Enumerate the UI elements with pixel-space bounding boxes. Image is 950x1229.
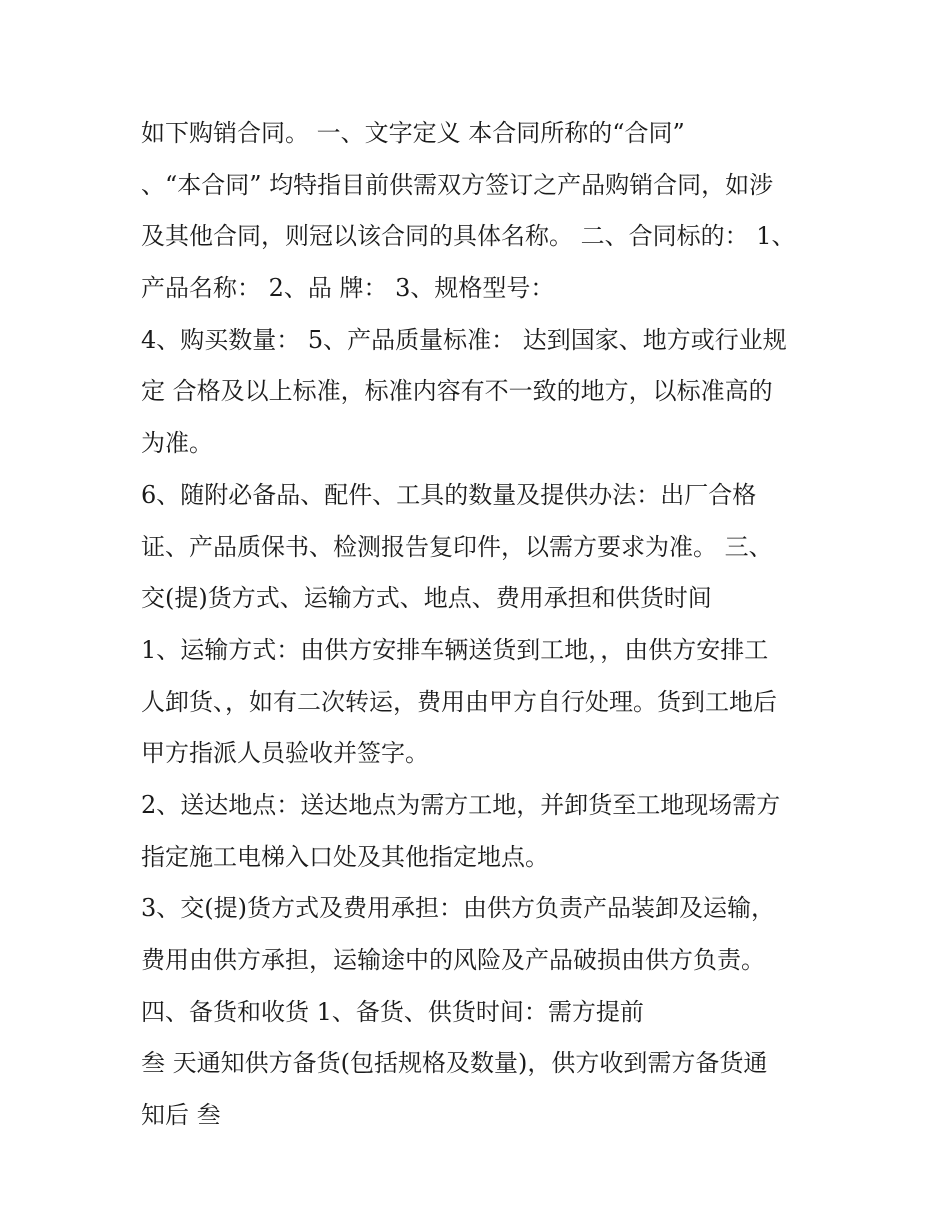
text-line: 费用由供方承担，运输途中的风险及产品破损由供方负责。 [141,946,765,974]
text-line: 叁 天通知供方备货(包括规格及数量)，供方收到需方备货通 [141,1049,768,1078]
text-line: 交(提)货方式、运输方式、地点、费用承担和供货时间 [141,584,712,613]
text-line: 四、备货和收货 1、备货、供货时间：需方提前 [141,997,644,1026]
text-line: 如下购销合同。 一、文字定义 本合同所称的“合同” [141,119,685,147]
text-line: 1、运输方式：由供方安排车辆送货到工地，，由供方安排工 [141,635,769,664]
text-line: 2、送达地点：送达地点为需方工地，并卸货至工地现场需方 [141,790,781,819]
text-line: 4、购买数量： 5、产品质量标准： 达到国家、地方或行业规 [141,325,787,354]
text-line: 产品名称： 2、品 牌： 3、规格型号： [141,274,555,303]
text-line: 人卸货、，如有二次转运，费用由甲方自行处理。货到工地后 [141,687,777,716]
text-line: 3、交(提)货方式及费用承担：由供方负责产品装卸及运输， [141,894,775,923]
text-line: 指定施工电梯入口处及其他指定地点。 [141,842,549,871]
text-line: 定 合格及以上标准，标准内容有不一致的地方，以标准高的 [141,377,773,406]
text-line: 证、产品质保书、检测报告复印件，以需方要求为准。 三、 [141,532,773,561]
text-line: 、“本合同” 均特指目前供需双方签订之产品购销合同，如涉 [141,170,774,199]
text-line: 及其他合同，则冠以该合同的具体名称。 二、合同标的： 1、 [141,222,796,251]
text-line: 6、随附必备品、配件、工具的数量及提供办法：出厂合格 [141,480,757,509]
contract-body-text [141,108,841,1142]
text-line: 为准。 [141,429,213,458]
text-line: 甲方指派人员验收并签字。 [141,739,429,768]
text-line: 知后 叁 [141,1101,221,1130]
